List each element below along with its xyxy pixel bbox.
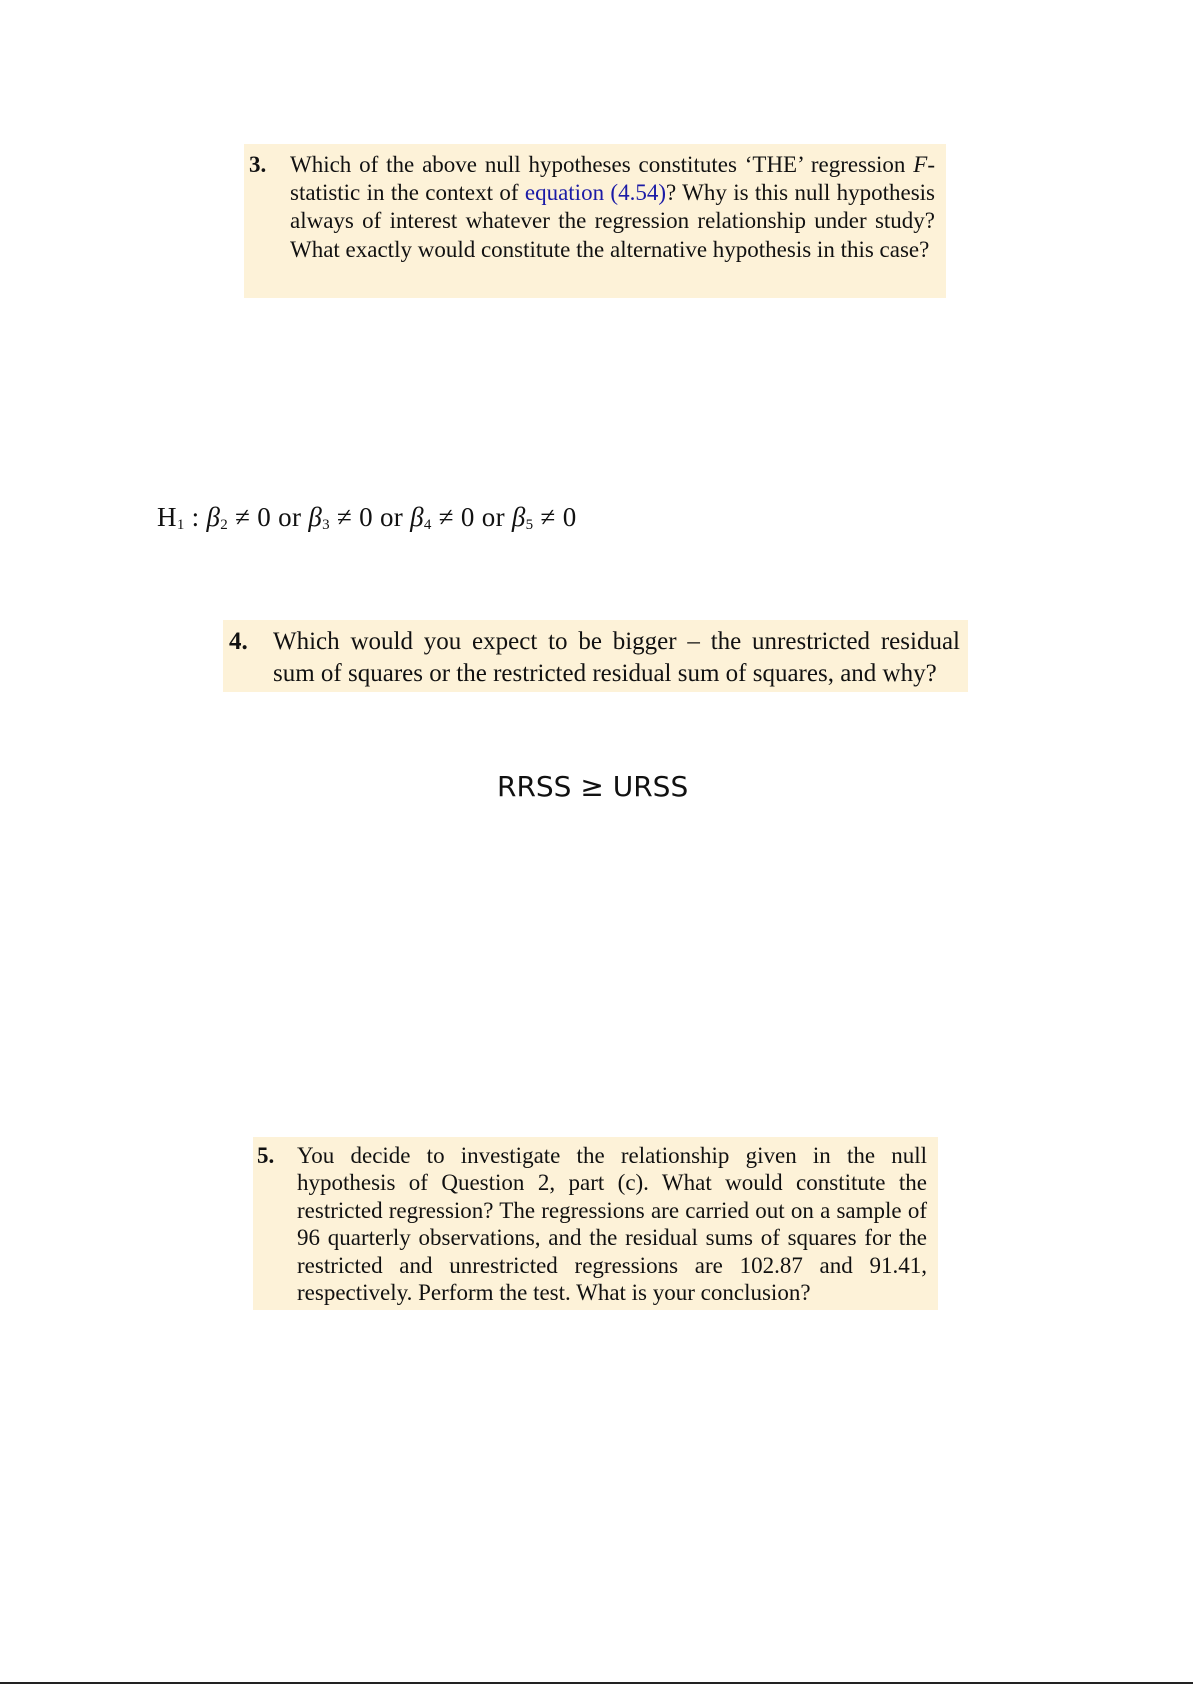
beta-4-subscript: 4 xyxy=(423,517,432,533)
beta-4: β xyxy=(410,502,424,532)
h1-label: H xyxy=(157,502,177,532)
beta-3-subscript: 3 xyxy=(322,517,330,533)
question-4-number: 4. xyxy=(229,628,248,655)
question-3-number: 3. xyxy=(249,152,267,177)
question-3-box xyxy=(244,144,946,298)
neq-zero-1: ≠ 0 xyxy=(228,502,272,532)
or-1: or xyxy=(271,502,309,532)
question-3-text-part3: ? Why is this null hypothesis always of interest whatever the regression relationship under study? What exactly would constitute the alternative hypothesis in this case? xyxy=(290,180,935,262)
question-4-text: Which would you expect to be bigger – the unrestricted residual sum of squares or the restricted residual sum of squares, and why? xyxy=(273,628,960,687)
question-3-text-part2: -statistic in the context of xyxy=(290,152,935,206)
question-3-text-part1: Which of the above null hypotheses constitutes ‘THE’ regression xyxy=(290,152,914,177)
question-5-box xyxy=(253,1137,938,1310)
question-3-text xyxy=(290,151,935,264)
neq-zero-4: ≠ 0 xyxy=(533,502,577,532)
beta-3: β xyxy=(308,502,323,532)
neq-zero-2: ≠ 0 xyxy=(329,502,373,532)
h1-subscript: 1 xyxy=(176,517,185,533)
beta-2-subscript: 2 xyxy=(220,517,229,533)
beta-5: β xyxy=(511,502,526,532)
page-bottom-rule xyxy=(0,1682,1193,1684)
or-3: or xyxy=(474,502,512,532)
equation-link[interactable]: equation (4.54) xyxy=(524,180,666,206)
f-italic: F xyxy=(913,152,928,177)
beta-5-subscript: 5 xyxy=(525,517,534,533)
rrss-urss-equation: RRSS ≥ URSS xyxy=(497,770,689,803)
beta-2: β xyxy=(206,502,221,532)
h1-colon: : xyxy=(184,502,207,532)
question-4-box xyxy=(223,620,968,692)
alternative-hypothesis-equation xyxy=(157,502,577,534)
or-2: or xyxy=(372,502,411,532)
question-5-text: You decide to investigate the relationship given in the null hypothesis of Question 2, part (c). What would constitute the restricted regression? The regressions are carried out on a sample of 96 quarterly observations, and the residual sums of squares for the restricted and unrestricted regressions are 102.87 and 91.41, respectively. Perform the test. What is your conclusion? xyxy=(297,1143,927,1306)
neq-zero-3: ≠ 0 xyxy=(431,502,475,532)
question-5-number: 5. xyxy=(257,1143,275,1168)
